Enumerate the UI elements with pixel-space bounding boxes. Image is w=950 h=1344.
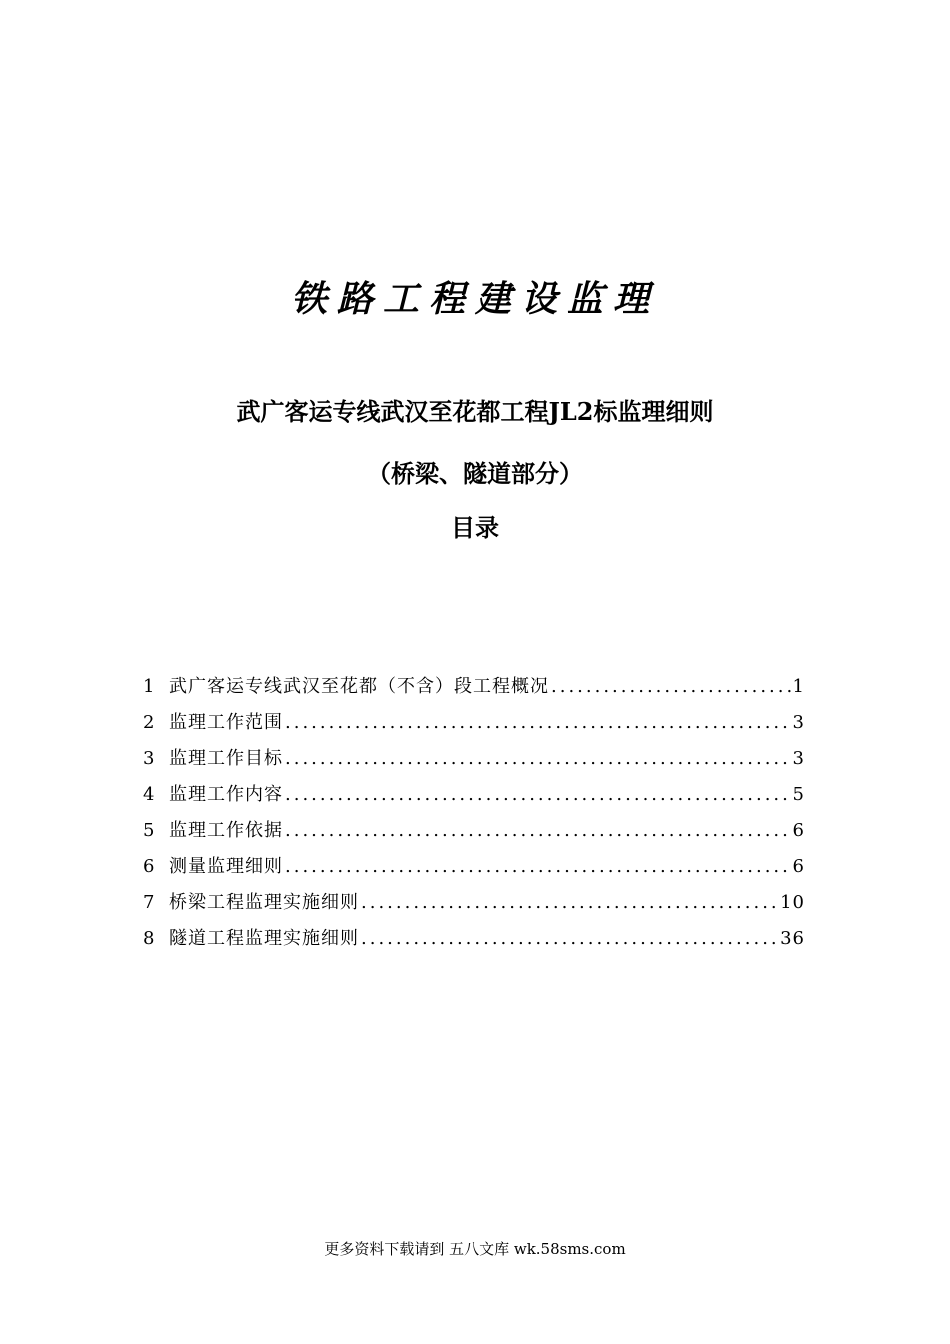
toc-leader-dots: [285, 777, 791, 813]
page-footer: 更多资料下载请到 五八文库 wk.58sms.com: [324, 1240, 626, 1258]
toc-entry-number: 8: [143, 928, 156, 949]
toc-entry-5[interactable]: [143, 813, 805, 849]
toc-entry-page: 1: [792, 676, 805, 697]
toc-entry-title: 监理工作目标: [169, 748, 283, 769]
toc-entry-page: 5: [792, 784, 805, 805]
toc-entry-8[interactable]: [143, 921, 805, 957]
toc-entry-page: 3: [792, 712, 805, 733]
toc-entry-title: 隧道工程监理实施细则: [169, 928, 359, 949]
toc-leader-dots: [361, 921, 778, 957]
toc-entry-number: 2: [143, 712, 156, 733]
toc-entry-number: 1: [143, 676, 156, 697]
toc-entry-number: 6: [143, 856, 156, 877]
toc-entry-title: 测量监理细则: [169, 856, 283, 877]
document-subtitle: （桥梁、隧道部分）: [367, 459, 583, 488]
toc-entry-number: 5: [143, 820, 156, 841]
toc-entry-4[interactable]: [143, 777, 805, 813]
toc-entry-6[interactable]: [143, 849, 805, 885]
toc-entry-title: 武广客运专线武汉至花都（不含）段工程概况: [169, 676, 549, 697]
toc-heading: 目录: [451, 513, 499, 542]
toc-entry-number: 4: [143, 784, 156, 805]
toc-entry-number: 7: [143, 892, 156, 913]
document-title: 武广客运专线武汉至花都工程JL2标监理细则: [236, 397, 714, 426]
toc-entry-title: 监理工作依据: [169, 820, 283, 841]
toc-entry-page: 36: [780, 928, 805, 949]
toc-leader-dots: [285, 813, 791, 849]
table-of-contents: [143, 669, 805, 957]
toc-entry-page: 6: [792, 856, 805, 877]
toc-leader-dots: [285, 705, 791, 741]
toc-leader-dots: [551, 669, 791, 705]
toc-entry-page: 10: [780, 892, 805, 913]
toc-entry-page: 6: [792, 820, 805, 841]
toc-entry-1[interactable]: [143, 669, 805, 705]
toc-leader-dots: [361, 885, 778, 921]
toc-leader-dots: [285, 741, 791, 777]
toc-entry-title: 桥梁工程监理实施细则: [169, 892, 359, 913]
toc-entry-3[interactable]: [143, 741, 805, 777]
toc-entry-7[interactable]: [143, 885, 805, 921]
toc-entry-number: 3: [143, 748, 156, 769]
toc-entry-page: 3: [792, 748, 805, 769]
toc-entry-title: 监理工作内容: [169, 784, 283, 805]
toc-leader-dots: [285, 849, 791, 885]
toc-entry-title: 监理工作范围: [169, 712, 283, 733]
toc-entry-2[interactable]: [143, 705, 805, 741]
brand-heading: 铁路工程建设监理: [290, 279, 659, 320]
